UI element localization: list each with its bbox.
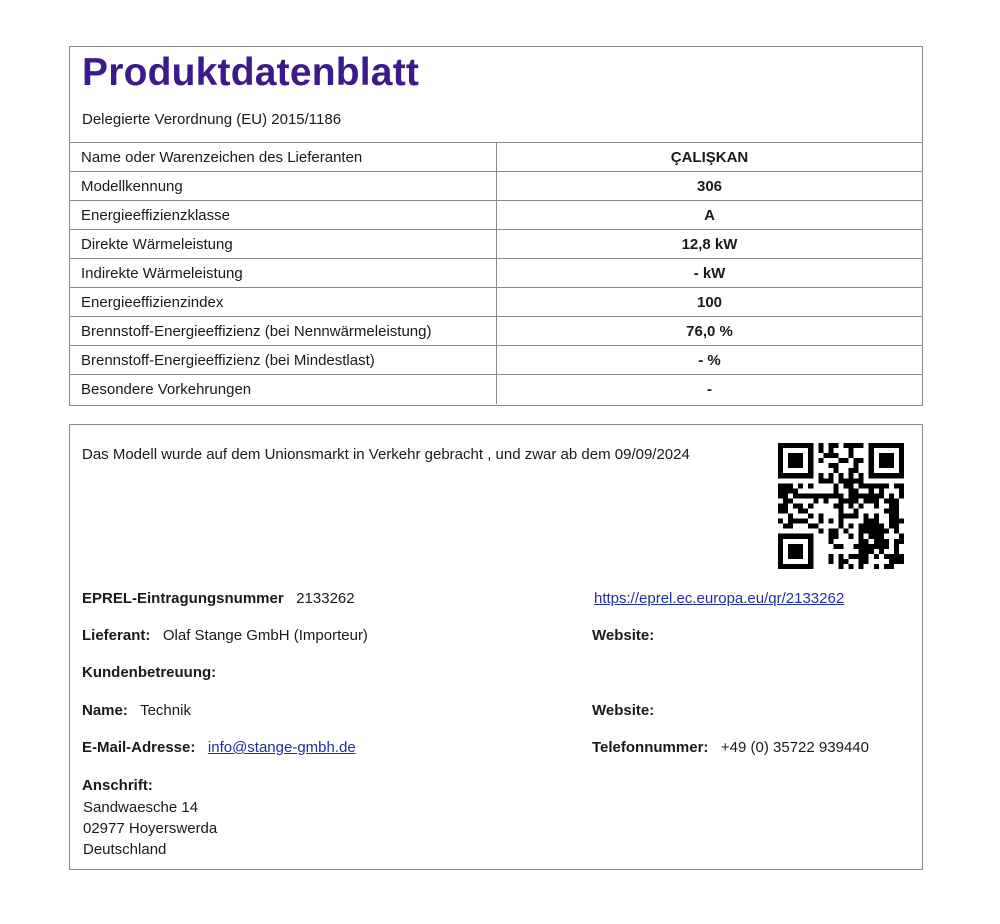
row-label: Energieeffizienzklasse xyxy=(70,201,497,230)
row-label: Brennstoff-Energieeffizienz (bei Mindestlast) xyxy=(70,346,497,375)
row-label: Energieeffizienzindex xyxy=(70,288,497,317)
supplier-line xyxy=(82,627,368,644)
email-line xyxy=(82,739,356,756)
eprel-line xyxy=(82,590,355,607)
market-entry-text: Das Modell wurde auf dem Unionsmarkt in Verkehr gebracht , und zwar ab dem 09/09/2024 xyxy=(82,446,690,463)
name-value: Technik xyxy=(140,702,191,719)
email-label: E-Mail-Adresse: xyxy=(82,739,196,756)
address-line: 02977 Hoyerswerda xyxy=(83,820,218,837)
eprel-number: 2133262 xyxy=(296,590,355,607)
customer-service-label: Kundenbetreuung: xyxy=(82,664,217,681)
phone-value: +49 (0) 35722 939440 xyxy=(720,739,869,756)
row-value: - xyxy=(497,375,923,404)
table-row xyxy=(70,288,923,317)
row-label: Indirekte Wärmeleistung xyxy=(70,259,497,288)
table-row xyxy=(70,317,923,346)
supplier-value: Olaf Stange GmbH (Importeur) xyxy=(162,627,368,644)
service-website-label: Website: xyxy=(592,702,655,719)
row-label: Modellkennung xyxy=(70,172,497,201)
row-label: Besondere Vorkehrungen xyxy=(70,375,497,404)
phone-label: Telefonnummer: xyxy=(592,739,709,756)
eprel-label: EPREL-Eintragungsnummer xyxy=(82,590,284,607)
row-value: 12,8 kW xyxy=(497,230,923,259)
table-row xyxy=(70,259,923,288)
row-label: Direkte Wärmeleistung xyxy=(70,230,497,259)
row-value: 100 xyxy=(497,288,923,317)
row-value: 306 xyxy=(497,172,923,201)
table-row xyxy=(70,230,923,259)
email-link[interactable]: info@stange-gmbh.de xyxy=(207,739,356,756)
table-row xyxy=(70,172,923,201)
name-label: Name: xyxy=(82,702,128,719)
address-line: Sandwaesche 14 xyxy=(83,799,199,816)
qr-code-icon[interactable] xyxy=(778,443,904,569)
row-value: A xyxy=(497,201,923,230)
row-label: Name oder Warenzeichen des Lieferanten xyxy=(70,143,497,172)
contact-name-line xyxy=(82,702,191,719)
row-value: - kW xyxy=(497,259,923,288)
table-row xyxy=(70,201,923,230)
table-row xyxy=(70,143,923,172)
address-label: Anschrift: xyxy=(82,777,153,794)
table-row xyxy=(70,375,923,404)
row-value: 76,0 % xyxy=(497,317,923,346)
table-row xyxy=(70,346,923,375)
address-line: Deutschland xyxy=(83,841,167,858)
eprel-link[interactable]: https://eprel.ec.europa.eu/qr/2133262 xyxy=(594,590,845,607)
spec-table xyxy=(69,142,923,404)
row-value: - % xyxy=(497,346,923,375)
regulation-subtitle: Delegierte Verordnung (EU) 2015/1186 xyxy=(82,111,342,128)
supplier-label: Lieferant: xyxy=(82,627,151,644)
page-title: Produktdatenblatt xyxy=(82,51,420,94)
website-label: Website: xyxy=(592,627,655,644)
product-data-box xyxy=(69,46,923,406)
row-value: ÇALIŞKAN xyxy=(497,143,923,172)
supplier-info-box xyxy=(69,424,923,870)
phone-line xyxy=(592,739,869,756)
row-label: Brennstoff-Energieeffizienz (bei Nennwärmeleistung) xyxy=(70,317,497,346)
